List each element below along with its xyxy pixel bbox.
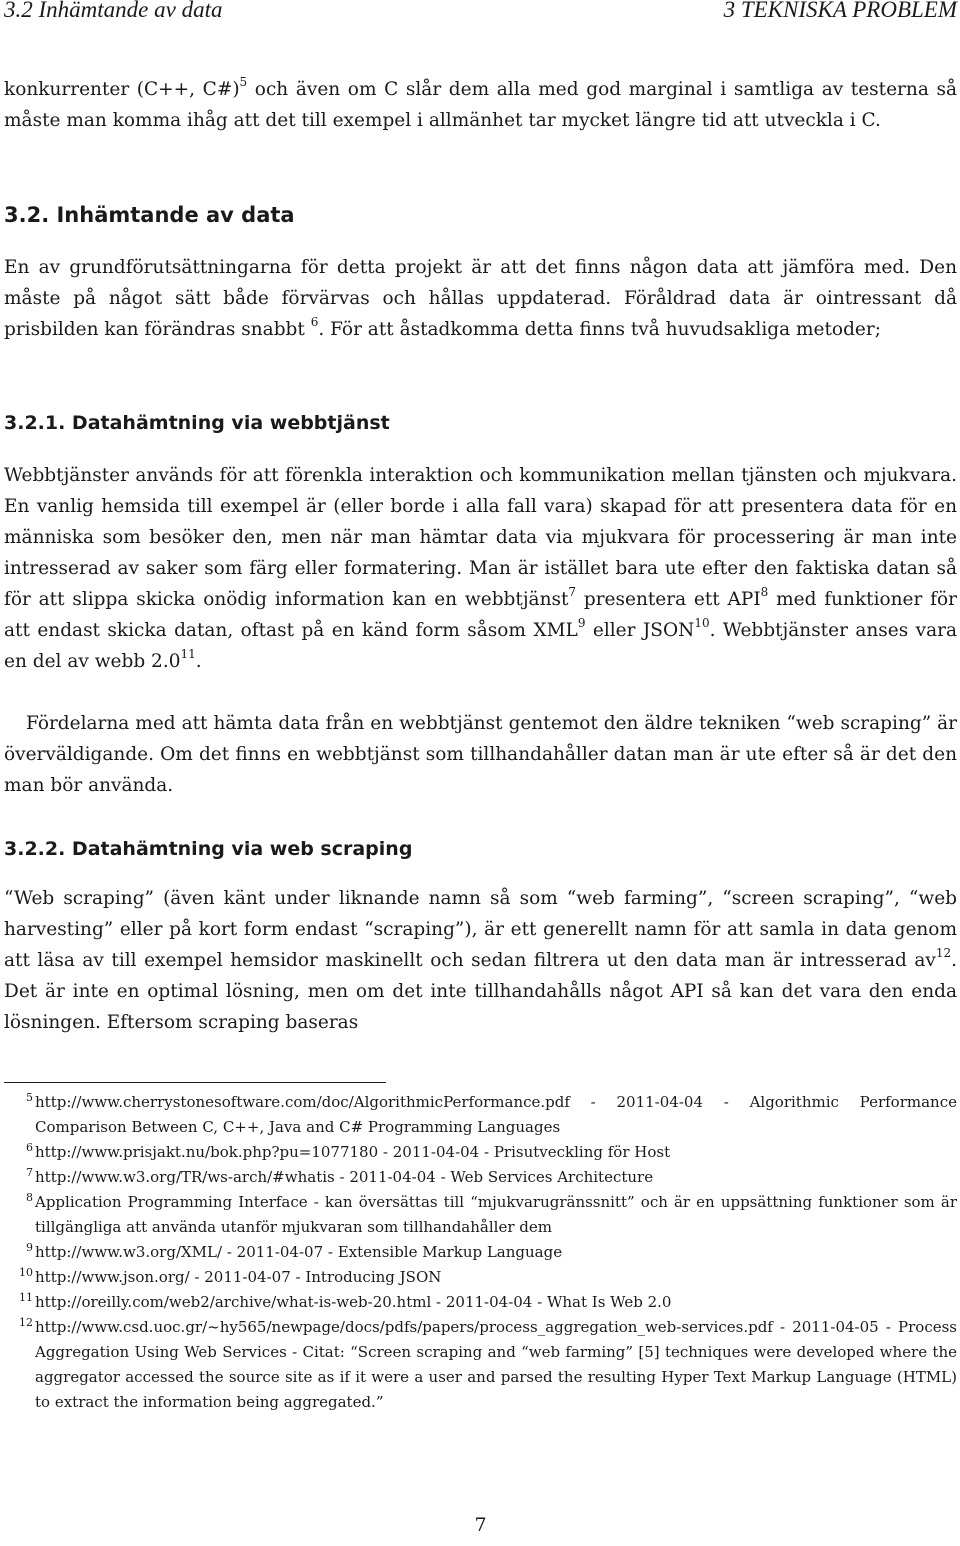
footnotes — [4, 1090, 957, 1415]
footnote: 10 http://www.json.org/ - 2011-04-07 - Introducing JSON — [19, 1266, 442, 1286]
footnote-ref: 6 — [310, 314, 319, 329]
footnote-ref: 5 — [239, 74, 248, 89]
webservice-paragraph-2: Fördelarna med att hämta data från en webbtjänst gentemot den äldre tekniken “web scraping” är överväldigande. Om det finns en webbtjänst som tillhandahåller datan man är ute efter så är det den man bör använda. — [4, 713, 957, 796]
subsection-heading-scraping: 3.2.2. Datahämtning via web scraping — [4, 838, 413, 860]
footnote-ref: 8 — [760, 584, 769, 599]
footnote-ref: 11 — [180, 646, 196, 661]
footnote: 12 http://www.csd.uoc.gr/~hy565/newpage/docs/pdfs/papers/process_aggregation_web-services.pdf - 2011-04-05 - Process Aggregation Using Web Services - Citat: “Screen scraping and “web farming” [5] techniques were developed where the aggregator accessed the source site as if it were a user and parsed the resulting Hyper Text Markup Language (HTML) to extract the information being aggregated.” — [19, 1316, 957, 1411]
running-header — [4, 0, 957, 27]
footnote-ref: 9 — [577, 615, 586, 630]
footnote: 6 http://www.prisjakt.nu/bok.php?pu=1077180 - 2011-04-04 - Prisutveckling för Host — [26, 1141, 671, 1161]
page-number: 7 — [474, 1514, 487, 1536]
footnote: 11 http://oreilly.com/web2/archive/what-is-web-20.html - 2011-04-04 - What Is Web 2.0 — [19, 1291, 672, 1311]
footnote: 5 http://www.cherrystonesoftware.com/doc/AlgorithmicPerformance.pdf - 2011-04-04 - Algorithmic Performance Comparison Between C, C++, Java and C# Programming Languages — [26, 1091, 957, 1136]
footnote-ref: 7 — [568, 584, 577, 599]
section-paragraph: En av grundförutsättningarna för detta projekt är att det finns någon data att jämföra med. Den måste på något sätt både förvärvas och hållas uppdaterad. Föråldrad data är ointressant då prisbilden kan förändras snabbt $^6$. För att åstadkomma detta finns två huvudsakliga metoder; — [4, 257, 957, 340]
footnote: 8 Application Programming Interface - kan översättas till “mjukvarugränssnitt” och är en uppsättning funktioner som är tillgängliga att använda utanför mjukvaran som tillhandahåller dem — [26, 1191, 957, 1236]
running-head-section: 3.2 Inhämtande av data — [4, 0, 223, 22]
footnote-ref: 12 — [935, 945, 952, 960]
section-heading: 3.2. Inhämtande av data — [4, 203, 295, 227]
footnote-ref: 10 — [694, 615, 710, 630]
scraping-paragraph: “Web scraping” (även känt under liknande namn så som “web farming”, “screen scraping”, “web harvesting” eller på kort form endast “scraping”), är ett generellt namn för att samla in data genom att läsa av till exempel hemsidor maskinellt och sedan filtrera ut den data man är intresserad $av^{12}$. Det är inte en optimal lösning, men om det inte tillhandahålls något API så kan det vara den enda lösningen. Eftersom scraping baseras — [4, 888, 957, 1033]
subsection-heading-webservice: 3.2.1. Datahämtning via webbtjänst — [4, 412, 390, 434]
intro-paragraph: konkurrenter (C++, C#)$^5$ och även om C slår dem alla med god marginal i samtliga av testerna så måste man komma ihåg att det till exempel i allmänhet tar mycket längre tid att utveckla i C. — [4, 74, 957, 131]
webservice-paragraph-1: Webbtjänster används för att förenkla interaktion och kommunikation mellan tjänsten och mjukvara. En vanlig hemsida till exempel är (eller borde i alla fall vara) skapad för att presentera data för en människa som besöker den, men när man hämtar data via mjukvara för processering är man inte intresserad av saker som färg eller formatering. Man är istället bara ute efter den faktiska datan så för att slippa skicka onödig information kan en webbtjänst$^7$ presentera ett API$^8$ med funktioner för att endast skicka datan, oftast på en känd form såsom XML$^9$ eller JSON$^{10}$. Webbtjänster anses vara en del av webb $2.0^{11}$. — [4, 465, 958, 672]
footnote: 7 http://www.w3.org/TR/ws-arch/#whatis - 2011-04-04 - Web Services Architecture — [26, 1166, 654, 1186]
footnote: 9 http://www.w3.org/XML/ - 2011-04-07 - Extensible Markup Language — [26, 1241, 563, 1261]
footnote-rule — [4, 1082, 386, 1083]
running-head-chapter: 3 TEKNISKA PROBLEM — [723, 0, 957, 22]
